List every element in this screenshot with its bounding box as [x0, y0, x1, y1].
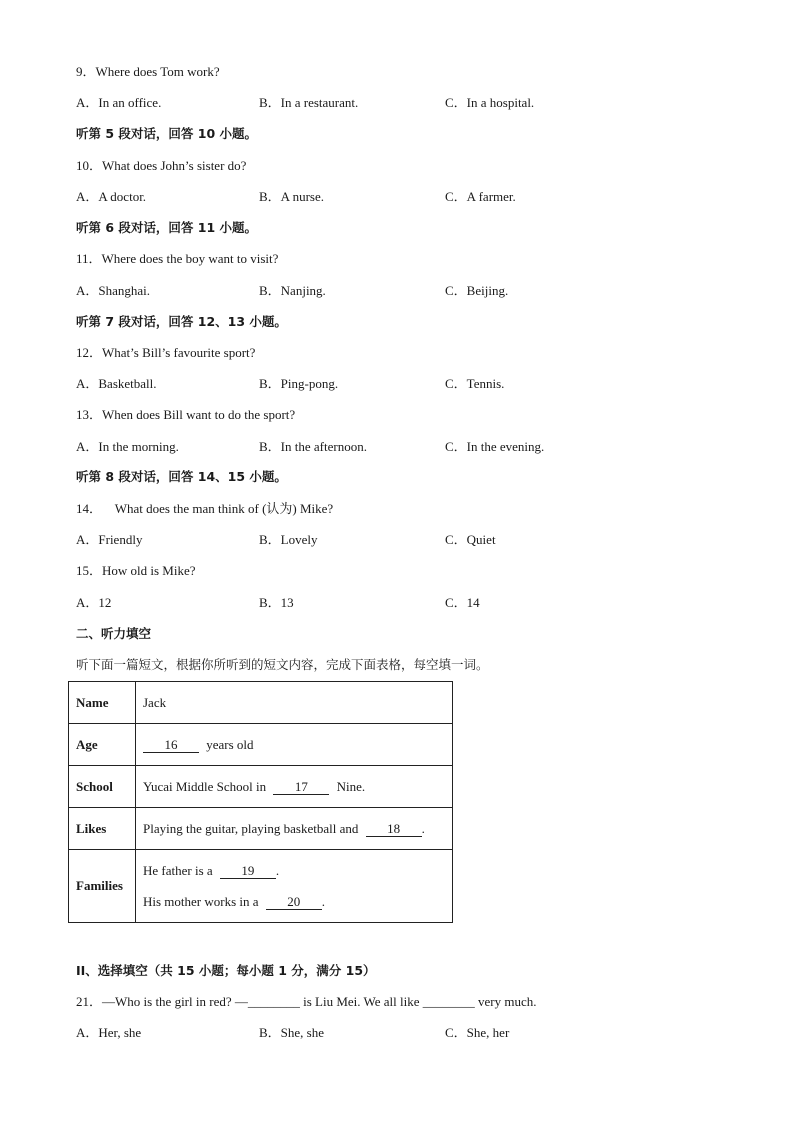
q11-option-c: C．Beijing.: [445, 283, 509, 298]
q21-option-c: C．She, her: [445, 1025, 510, 1040]
age-cell: [136, 724, 453, 766]
mother-line: [143, 886, 445, 917]
q10-option-a: A．A doctor.: [76, 189, 147, 204]
likes-prefix: Playing the guitar, playing basketball and: [143, 820, 359, 836]
table-row: [69, 808, 453, 850]
likes-label: Likes: [69, 808, 136, 850]
question-12-stem: 12．What’s Bill’s favourite sport?: [76, 345, 256, 360]
school-prefix: Yucai Middle School in: [143, 778, 267, 794]
q12-option-a: A．Basketball.: [76, 376, 157, 391]
mother-suffix: .: [321, 894, 326, 909]
name-label: Name: [69, 682, 136, 724]
part-3-heading: II、选择填空（共 15 小题；每小题 1 分，满分 15）: [76, 963, 376, 978]
q10-option-c: C．A farmer.: [445, 189, 516, 204]
school-label: School: [69, 766, 136, 808]
q15-option-c: C．14: [445, 595, 480, 610]
q13-option-b: B．In the afternoon.: [259, 439, 367, 454]
section-6-heading: 听第 6 段对话，回答 11 小题。: [76, 220, 258, 235]
age-suffix: years old: [206, 736, 254, 752]
q13-option-c: C．In the evening.: [445, 439, 545, 454]
families-label: Families: [69, 850, 136, 923]
question-10-stem: 10．What does John’s sister do?: [76, 158, 247, 173]
q11-option-b: B．Nanjing.: [259, 283, 326, 298]
blank-17: 17: [273, 780, 329, 795]
table-row: [69, 724, 453, 766]
q12-option-b: B．Ping-pong.: [259, 376, 339, 391]
q21-option-a: A．Her, she: [76, 1025, 142, 1040]
father-line: [143, 855, 445, 886]
mother-prefix: His mother works in a: [143, 894, 259, 909]
q11-option-a: A．Shanghai.: [76, 283, 151, 298]
blank-19: 19: [220, 864, 276, 879]
families-cell: [136, 850, 453, 923]
info-table: [68, 681, 453, 923]
age-label: Age: [69, 724, 136, 766]
q9-option-a: A．In an office.: [76, 95, 162, 110]
section-8-heading: 听第 8 段对话，回答 14、15 小题。: [76, 469, 287, 484]
q14-option-b: B．Lovely: [259, 532, 318, 547]
question-9-stem: 9．Where does Tom work?: [76, 64, 220, 79]
q21-option-b: B．She, she: [259, 1025, 325, 1040]
table-row: [69, 766, 453, 808]
table-row: [69, 682, 453, 724]
school-cell: [136, 766, 453, 808]
q13-option-a: A．In the morning.: [76, 439, 179, 454]
father-suffix: .: [275, 863, 280, 878]
section-5-heading: 听第 5 段对话，回答 10 小题。: [76, 126, 258, 141]
q9-option-b: B．In a restaurant.: [259, 95, 359, 110]
likes-cell: [136, 808, 453, 850]
part-2-instruction: 听下面一篇短文，根据你所听到的短文内容，完成下面表格，每空填一词。: [76, 657, 489, 672]
q10-option-b: B．A nurse.: [259, 189, 325, 204]
likes-suffix: .: [421, 820, 425, 836]
q12-option-c: C．Tennis.: [445, 376, 505, 391]
question-15-stem: 15．How old is Mike?: [76, 563, 196, 578]
father-prefix: He father is a: [143, 863, 213, 878]
blank-16: 16: [143, 738, 199, 753]
table-row: [69, 850, 453, 923]
q14-option-a: A．Friendly: [76, 532, 143, 547]
q15-option-b: B．13: [259, 595, 294, 610]
q14-option-c: C．Quiet: [445, 532, 496, 547]
section-7-heading: 听第 7 段对话，回答 12、13 小题。: [76, 314, 287, 329]
question-13-stem: 13．When does Bill want to do the sport?: [76, 407, 296, 422]
blank-20: 20: [266, 895, 322, 910]
q15-option-a: A．12: [76, 595, 112, 610]
name-value: Jack: [136, 682, 453, 724]
question-14-stem: 14． What does the man think of (认为) Mike?: [76, 501, 334, 516]
question-21-stem: 21．—Who is the girl in red? —________ is Liu Mei. We all like ________ very much.: [76, 994, 537, 1009]
part-2-heading: 二、听力填空: [76, 626, 152, 641]
school-suffix: Nine.: [336, 778, 366, 794]
blank-18: 18: [366, 822, 422, 837]
q9-option-c: C．In a hospital.: [445, 95, 535, 110]
question-11-stem: 11．Where does the boy want to visit?: [76, 251, 279, 266]
